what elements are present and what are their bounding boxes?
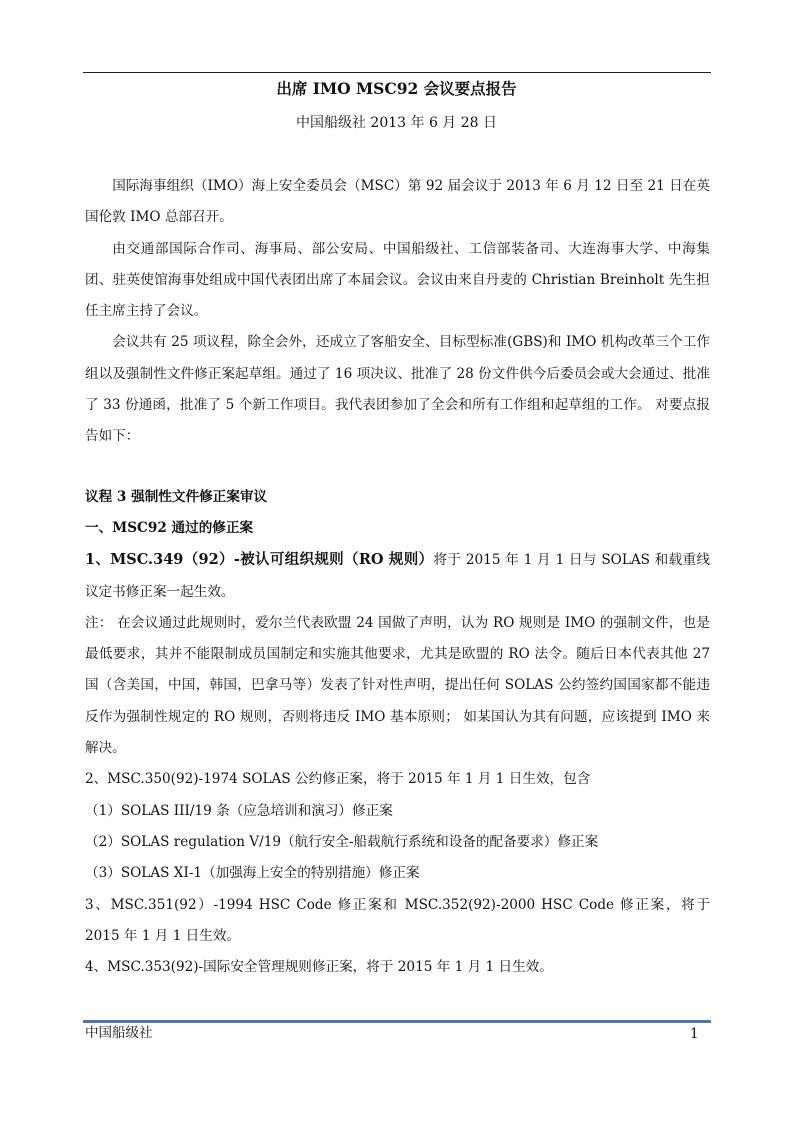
item-1-note: 注： 在会议通过此规则时，爱尔兰代表欧盟 24 国做了声明，认为 RO 规则是 IMO 的强制文件，也是最低要求，其并不能限制成员国制定和实施其他要求，尤其是欧盟的 RO 法令。随后日本代表其他 27 国（含美国，中国，韩国，巴拿马等）发表了针对性声明，提出任何 SOLAS 公约签约国国家都不能违反作为强制性规定的 RO 规则，否则将违反 IMO 基本原则； 如某国认为其有问题，应该提到 IMO 来解决。 [85,614,710,757]
sub-item-1: （1）SOLAS III/19 条（应急培训和演习）修正案 [85,802,393,819]
document-subtitle: 中国船级社 2013 年 6 月 28 日 [295,115,498,131]
intro-paragraph-3: 会议共有 25 项议程，除全会外，还成立了客船安全、目标型标准(GBS)和 IMO 机构改革三个工作组以及强制性文件修正案起草组。通过了 16 项决议、批准了 28 份文件供今后委员会或大会通过、批准了 33 份通函，批准了 5 个新工作项目。我代表团参加了全会和所有工作组和起草组的工作。 对要点报告如下： [85,334,710,445]
intro-paragraph-2: 由交通部国际合作司、海事局、部公安局、中国船级社、工信部装备司、大连海事大学、中海集团、驻英使馆海事处组成中国代表团出席了本届会议。会议由来自丹麦的 Christian Breinholt 先生担任主席主持了会议。 [85,240,710,320]
page-number: 1 [690,1026,699,1042]
item-2: 2、MSC.350(92)-1974 SOLAS 公约修正案，将于 2015 年 1 月 1 日生效，包含 [85,771,591,788]
item-4: 4、MSC.353(92)-国际安全管理规则修正案，将于 2015 年 1 月 1 日生效。 [85,959,553,976]
footer-rule [83,1020,711,1023]
header-rule [83,72,711,73]
item-1-text: 将于 2015 年 1 月 1 日与 SOLAS 和载重线议定书修正案一起生效。 [85,552,710,600]
section-heading: 一、MSC92 通过的修正案 [85,519,254,536]
footer-organization: 中国船级社 [85,1025,153,1041]
item-1-title: 1、MSC.349（92）-被认可组织规则（RO 规则） [85,551,434,569]
sub-item-3: （3）SOLAS XI-1（加强海上安全的特别措施）修正案 [85,865,420,882]
document-title: 出席 IMO MSC92 会议要点报告 [276,79,517,98]
document-body [85,171,710,983]
item-3: 3、MSC.351(92）-1994 HSC Code 修正案和 MSC.352(92)-2000 HSC Code 修正案，将于 2015 年 1 月 1 日生效。 [85,896,710,944]
item-1 [85,544,710,608]
intro-paragraph-1: 国际海事组织（IMO）海上安全委员会（MSC）第 92 届会议于 2013 年 6 月 12 日至 21 日在英国伦敦 IMO 总部召开。 [85,178,710,226]
agenda-heading: 议程 3 强制性文件修正案审议 [85,488,268,505]
sub-item-2: （2）SOLAS regulation V/19（航行安全-船载航行系统和设备的配备要求）修正案 [85,833,599,850]
